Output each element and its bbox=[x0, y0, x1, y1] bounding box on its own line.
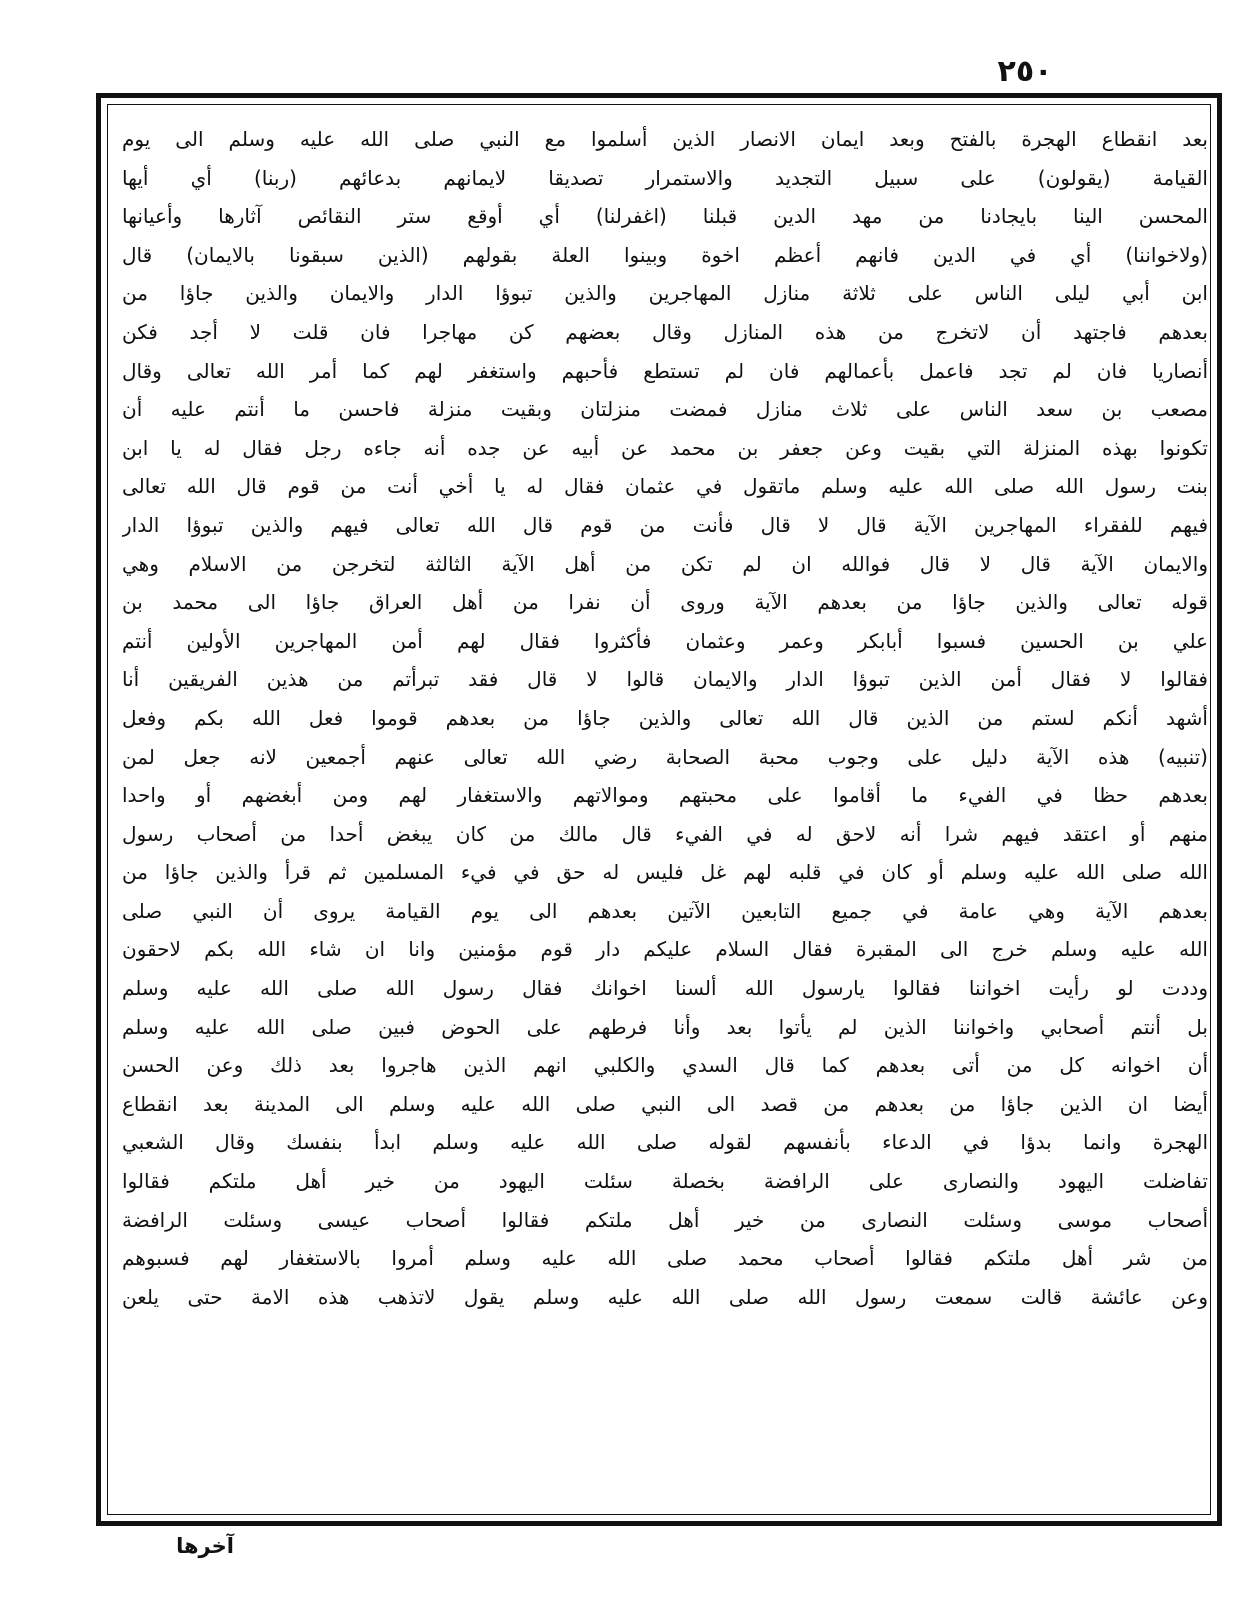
text-line: أصحاب موسى وسئلت النصارى من خير أهل ملتكم فقالوا أصحاب عيسى وسئلت الرافضة bbox=[122, 1207, 1208, 1232]
text-line: من شر أهل ملتكم فقالوا أصحاب محمد صلى الله عليه وسلم أمروا بالاستغفار لهم فسبوهم bbox=[122, 1246, 1208, 1271]
text-line: أنصاريا فان لم تجد فاعمل بأعمالهم فان لم تستطع فأحبهم واستغفر لهم كما أمر الله تعالى وقال bbox=[122, 358, 1208, 383]
text-line: أيضا ان الذين جاؤا من بعدهم من قصد الى النبي صلى الله عليه وسلم الى المدينة بعد انقطاع bbox=[122, 1091, 1208, 1116]
text-line: الله صلى الله عليه وسلم أو كان في قلبه لهم غل فليس له حق في فيء المسلمين ثم قرأ والذين جاؤا من bbox=[122, 860, 1208, 885]
text-line: وددت لو رأيت اخواننا فقالوا يارسول الله ألسنا اخوانك فقال رسول الله صلى الله عليه وسلم bbox=[122, 976, 1208, 1001]
text-line: بعدهم الآية وهي عامة في جميع التابعين الآتين بعدهم الى يوم القيامة يروى أن النبي صلى bbox=[122, 898, 1208, 923]
page-number: ٢٥٠ bbox=[997, 54, 1053, 89]
text-line: بعدهم حظا في الفيء ما أقاموا على محبتهم وموالاتهم والاستغفار لهم ومن أبغضهم أو واحدا bbox=[122, 783, 1208, 808]
text-line: منهم أو اعتقد فيهم شرا أنه لاحق له في الفيء قال مالك من كان يبغض أحدا من أصحاب رسول bbox=[122, 821, 1208, 846]
text-line: فيهم للفقراء المهاجرين الآية قال لا قال فأنت من قوم قال الله تعالى فيهم والذين تبوؤا الدار bbox=[122, 512, 1208, 537]
text-line: فقالوا لا فقال أمن الذين تبوؤا الدار والايمان قالوا لا قال فقد تبرأتم من هذين الفريقين أنا bbox=[122, 667, 1208, 692]
text-line: بعد انقطاع الهجرة بالفتح وبعد ايمان الانصار الذين أسلموا مع النبي صلى الله عليه وسلم الى يوم bbox=[122, 127, 1208, 151]
text-line: بل أنتم أصحابي واخواننا الذين لم يأتوا بعد وأنا فرطهم على الحوض فبين صلى الله عليه وسلم bbox=[122, 1014, 1208, 1039]
text-line: قوله تعالى والذين جاؤا من بعدهم الآية وروى أن نفرا من أهل العراق جاؤا الى محمد بن bbox=[122, 590, 1208, 615]
text-line: أشهد أنكم لستم من الذين قال الله تعالى والذين جاؤا من بعدهم قوموا فعل الله بكم وفعل bbox=[122, 705, 1208, 730]
text-line: وعن عائشة قالت سمعت رسول الله صلى الله عليه وسلم يقول لاتذهب هذه الامة حتى يلعن bbox=[122, 1284, 1208, 1309]
text-line: تكونوا بهذه المنزلة التي بقيت وعن جعفر بن محمد عن أبيه عن جده أنه جاءه رجل فقال له يا ابن bbox=[122, 435, 1208, 460]
text-line: (ولاخواننا) أي في الدين فانهم أعظم اخوة وبينوا العلة بقولهم (الذين سبقونا بالايمان) قال bbox=[122, 242, 1208, 267]
text-line: المحسن الينا بايجادنا من مهد الدين قبلنا (اغفرلنا) أي أوقع ستر النقائص آثارها وأعيانها bbox=[122, 204, 1208, 229]
main-text bbox=[122, 120, 1208, 1510]
text-line: بعدهم فاجتهد أن لاتخرج من هذه المنازل وقال بعضهم كن مهاجرا فان قلت لا أجد فكن bbox=[122, 319, 1208, 344]
text-line: الهجرة وانما بدؤا في الدعاء بأنفسهم لقوله صلى الله عليه وسلم ابدأ بنفسك وقال الشعبي bbox=[122, 1130, 1208, 1155]
text-line: (تنبيه) هذه الآية دليل على وجوب محبة الصحابة رضي الله تعالى عنهم أجمعين لانه جعل لمن bbox=[122, 744, 1208, 769]
text-line: الله عليه وسلم خرج الى المقبرة فقال السلام عليكم دار قوم مؤمنين وانا ان شاء الله بكم لاحقون bbox=[122, 937, 1208, 962]
text-line: أن اخوانه كل من أتى بعدهم كما قال السدي والكلبي انهم الذين هاجروا بعد ذلك وعن الحسن bbox=[122, 1053, 1208, 1078]
text-line: القيامة (يقولون) على سبيل التجديد والاستمرار تصديقا لايمانهم بدعائهم (ربنا) أي أيها bbox=[122, 165, 1208, 190]
text-line: مصعب بن سعد الناس على ثلاث منازل فمضت منزلتان وبقيت منزلة فاحسن ما أنتم عليه أن bbox=[122, 397, 1208, 422]
text-line: تفاضلت اليهود والنصارى على الرافضة بخصلة سئلت اليهود من خير أهل ملتكم فقالوا bbox=[122, 1169, 1208, 1194]
text-line: والايمان الآية قال لا قال فوالله ان لم تكن من أهل الآية الثالثة لتخرجن من الاسلام وهي bbox=[122, 551, 1208, 576]
text-line: بنت رسول الله صلى الله عليه وسلم ماتقول في عثمان فقال له يا أخي أنت من قوم قال الله تعالى bbox=[122, 474, 1208, 499]
text-line: ابن أبي ليلى الناس على ثلاثة منازل المهاجرين والذين تبوؤا الدار والايمان والذين جاؤا من bbox=[122, 281, 1208, 306]
text-line: علي بن الحسين فسبوا أبابكر وعمر وعثمان فأكثروا فقال لهم أمن المهاجرين الأولين أنتم bbox=[122, 628, 1208, 653]
catchword: آخرها bbox=[176, 1534, 234, 1558]
